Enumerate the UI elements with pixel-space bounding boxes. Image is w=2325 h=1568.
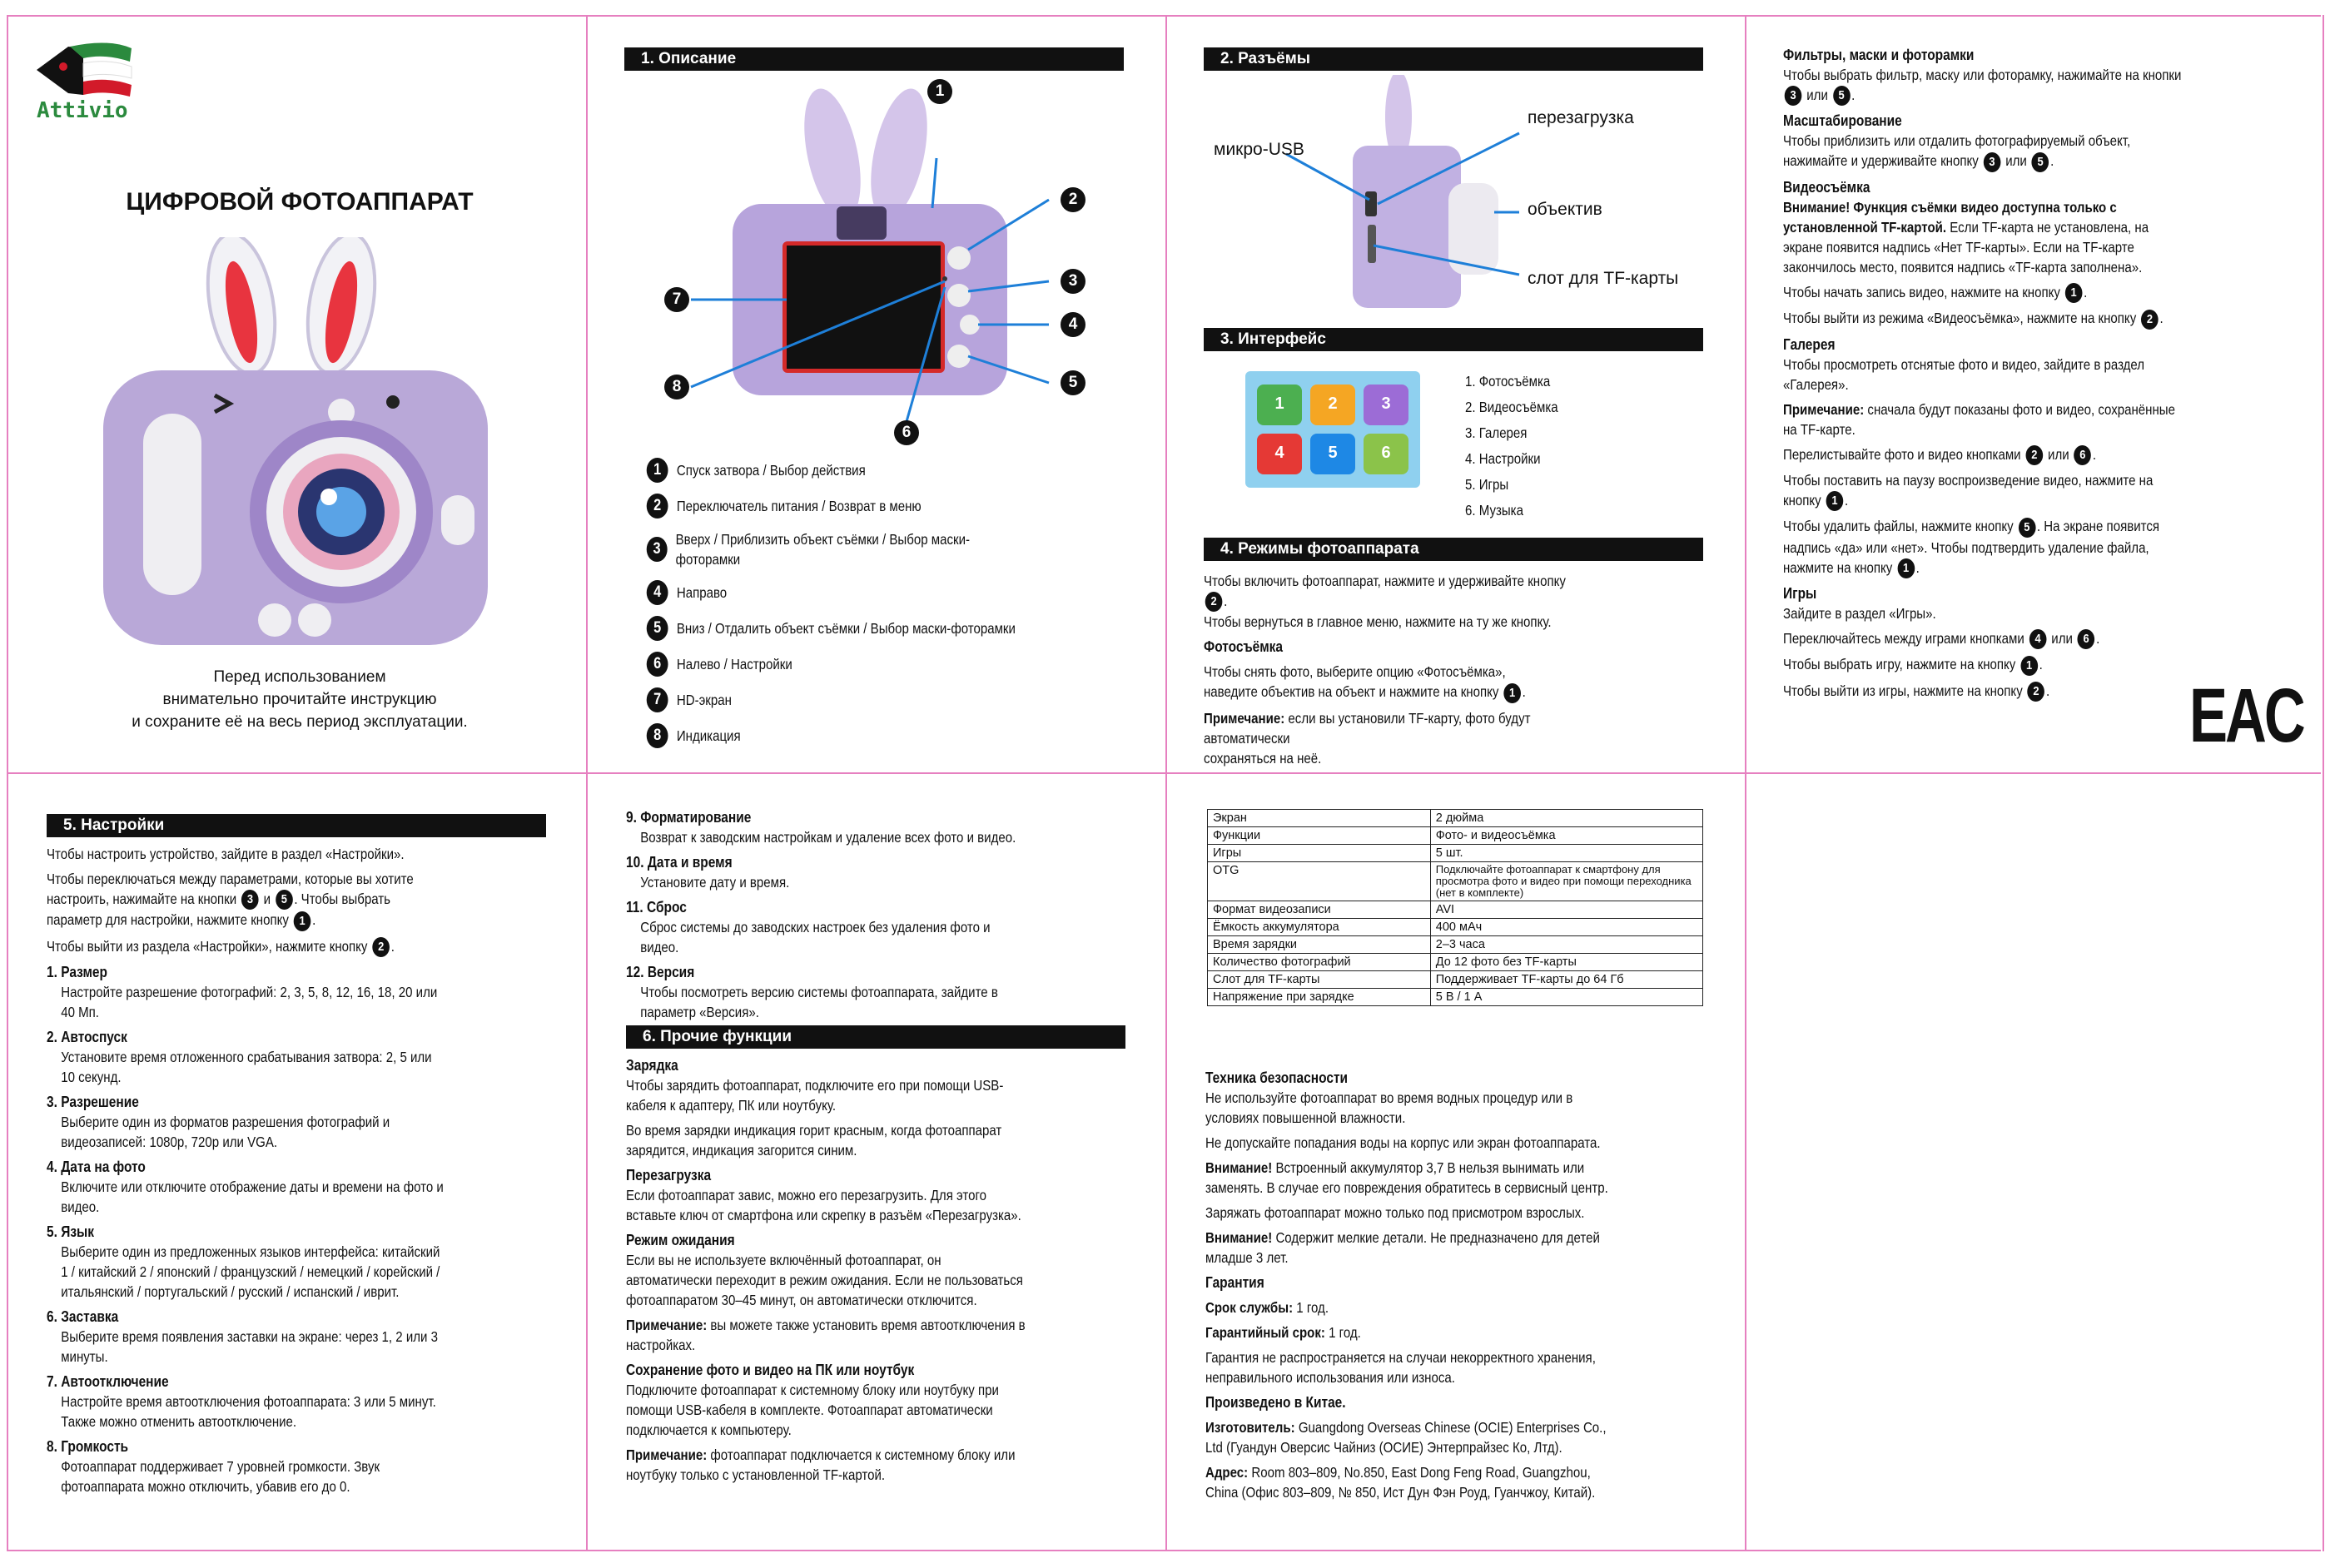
fold-1 (586, 15, 588, 1551)
subheading: Видеосъёмка (1783, 178, 1870, 196)
settings-item-heading: 10. Дата и время (626, 854, 733, 871)
paragraph: Если фотоаппарат завис, можно его перезагрузить. Для этого вставьте ключ от смартфона или скрепку в разъём «Перезагрузка». (626, 1187, 1021, 1223)
cover-note-line: Перед использованием (213, 668, 386, 686)
settings-item-heading: 9. Форматирование (626, 809, 752, 826)
paragraph: Чтобы поставить на паузу воспроизведение видео, нажмите на кнопку 1 . (1783, 470, 2184, 511)
spec-key: OTG (1208, 862, 1431, 901)
paragraph: Чтобы выйти из режима «Видеосъёмка», нажмите на кнопку 2 . (1783, 308, 2184, 329)
paragraph: Перелистывайте фото и видео кнопками 2 или 6 . (1783, 444, 2184, 465)
paragraph: Чтобы удалить файлы, нажмите кнопку 5 . На экране появится надпись «да» или «нет». Чтобы подтвердить удаление файла, нажмите на кнопку 1 . (1783, 516, 2184, 578)
specs-table (1207, 809, 1703, 1006)
note-label: Примечание: (626, 1446, 708, 1463)
text: Чтобы выйти из игры, нажмите на кнопку (1783, 682, 2023, 699)
paragraph: Чтобы просмотреть отснятые фото и видео, зайдите в раздел «Галерея». (1783, 355, 2145, 393)
spec-value: 5 шт. (1430, 845, 1702, 862)
spec-key: Игры (1208, 845, 1431, 862)
text: . Чтобы выбрать параметр для настройки, нажмите кнопку (47, 891, 391, 929)
text: Чтобы выбрать игру, нажмите на кнопку (1783, 656, 2016, 673)
callout-7: 7 (664, 287, 689, 312)
number-badge: 1 (1826, 491, 1844, 511)
settings-item-text: Выберите один из предложенных языков интерфейса: китайский 1 / китайский 2 / японский / французский / немецкий / корейский / итальянский / португальский / русский / испанский / иврит. (61, 1243, 440, 1301)
menu-tile-photo[interactable]: 1 (1257, 385, 1302, 425)
spec-value: Подключайте фотоаппарат к смартфону для просмотра фото и видео при помощи переходника (нет в комплекте) (1430, 862, 1702, 901)
paragraph (626, 1315, 1027, 1355)
list-item-text: Направо (676, 584, 728, 601)
cover-note-line: и сохраните её на весь период эксплуатации. (132, 713, 468, 731)
callout-5: 5 (1061, 370, 1085, 395)
frame-left (7, 15, 8, 1551)
text: Чтобы приблизить или отдалить фотографируемый объект, нажимайте (1783, 132, 2131, 170)
table-row (1208, 954, 1703, 971)
text: или (2051, 630, 2073, 647)
paragraph: Чтобы начать запись видео, нажмите на кнопку 1 . (1783, 282, 2184, 303)
note: сохраняться на неё. (1204, 749, 1322, 767)
subheading: Игры (1783, 585, 1817, 602)
number-badge: 5 (647, 616, 668, 641)
text: вы можете также установить время автоотключения в настройках. (626, 1317, 1026, 1353)
text: или (2048, 445, 2069, 463)
text: Чтобы начать запись видео, нажмите на кнопку (1783, 283, 2060, 300)
cover-title: ЦИФРОВОЙ ФОТОАППАРАТ (126, 188, 474, 216)
table-row (1208, 827, 1703, 845)
cover-note (33, 666, 566, 733)
number-badge: 3 (647, 537, 668, 562)
list-item: 4. Настройки (1465, 450, 1541, 467)
section-2-title: 2. Разъёмы (1204, 47, 1703, 71)
text: или (1806, 87, 1828, 103)
subheading: Техника безопасности (1205, 1069, 1349, 1086)
warning-label: Внимание! (1205, 1159, 1273, 1176)
paragraph: Во время зарядки индикация горит красным, когда фотоаппарат зарядится, индикация загорится синим. (626, 1122, 1002, 1159)
menu-tile-games[interactable]: 5 (1310, 434, 1355, 474)
camera-diagram (658, 75, 1124, 449)
spec-value: 400 мАч (1430, 919, 1702, 936)
section-6-title: 6. Прочие функции (626, 1025, 1125, 1049)
menu-tile-settings[interactable]: 4 (1257, 434, 1302, 474)
spec-key: Слот для TF-карты (1208, 971, 1431, 989)
table-row (1208, 862, 1703, 901)
text: Чтобы поставить на паузу воспроизведение видео, нажмите на кнопку (1783, 471, 2154, 509)
text: наведите объектив на объект и нажмите на кнопку (1204, 683, 1499, 701)
label-lens: объектив (1528, 200, 1602, 219)
list-item: 3. Галерея (1465, 424, 1528, 441)
settings-item-text: Чтобы посмотреть версию системы фотоаппарата, зайдите в параметр «Версия». (640, 984, 998, 1020)
paragraph: Чтобы зарядить фотоаппарат, подключите его при помощи USB-кабеля к адаптеру, ПК или ноутбуку. (626, 1077, 1004, 1114)
subheading: Масштабирование (1783, 112, 1902, 130)
spec-value: Фото- и видеосъёмка (1430, 827, 1702, 845)
list-item: 5. Игры (1465, 476, 1509, 493)
fold-2 (1165, 15, 1167, 1551)
list-item: 6. Музыка (1465, 502, 1523, 519)
number-badge: 6 (2074, 445, 2092, 465)
number-badge: 5 (2019, 518, 2036, 538)
text: Guangdong Overseas Chinese (OCIE) Enterprises Co., Ltd (Гуандун Оверсис Чайниз (ОСИЕ) Энтерпрайзес Ко, Лтд). (1205, 1419, 1607, 1456)
label-slot: слот для TF-карты (1528, 269, 1679, 288)
number-badge: 2 (2141, 310, 2159, 330)
settings-item-text: Фотоаппарат поддерживает 7 уровней громкости. Звук фотоаппарата можно отключить, убавив его до 0. (61, 1458, 380, 1496)
spec-key: Функции (1208, 827, 1431, 845)
paragraph (1205, 1417, 1613, 1457)
section-3-title: 3. Интерфейс (1204, 328, 1703, 351)
number-badge: 6 (647, 652, 668, 677)
number-badge: 4 (647, 580, 668, 605)
spec-value: 2–3 часа (1430, 936, 1702, 954)
frame-right (2323, 15, 2324, 1551)
spec-value: AVI (1430, 901, 1702, 919)
paragraph: Чтобы приблизить или отдалить фотографируемый объект, нажимайте и удерживайте кнопку 3 или 5 . (1783, 131, 2184, 171)
list-item (645, 494, 1017, 519)
callout-2: 2 (1061, 187, 1085, 212)
menu-tile-video[interactable]: 2 (1310, 385, 1355, 425)
cover-note-line: внимательно прочитайте инструкцию (162, 691, 437, 708)
paragraph (1205, 1158, 1613, 1198)
safety-warranty-text (1205, 1068, 1613, 1507)
spec-key: Время зарядки (1208, 936, 1431, 954)
spec-value: Поддерживает TF-карты до 64 Гб (1430, 971, 1702, 989)
number-badge: 3 (1984, 152, 2001, 172)
number-badge: 1 (294, 911, 311, 931)
number-badge: 2 (2028, 682, 2045, 702)
subheading: Сохранение фото и видео на ПК или ноутбук (626, 1362, 915, 1378)
number-badge: 2 (2025, 445, 2043, 465)
paragraph: Если вы не используете включённый фотоаппарат, он автоматически переходит в режим ожидания. Если не пользоваться фотоаппаратом 30–45 минут, он автоматически отключится. (626, 1252, 1023, 1308)
paragraph (1205, 1322, 1613, 1342)
text: Чтобы выйти из режима «Видеосъёмка», нажмите на кнопку (1783, 310, 2137, 327)
paragraph: Чтобы выйти из раздела «Настройки», нажмите кнопку 2 . (47, 936, 448, 957)
paragraph: наведите объектив на объект и нажмите на кнопку 1 . (1204, 682, 1576, 702)
settings-item-heading: 8. Громкость (47, 1438, 129, 1456)
list-item (645, 529, 1017, 569)
paragraph: Зайдите в раздел «Игры». (1783, 605, 1936, 622)
label: Изготовитель: (1205, 1419, 1295, 1436)
number-badge: 5 (1833, 86, 1851, 106)
paragraph (626, 1445, 1027, 1485)
callout-4: 4 (1061, 312, 1085, 337)
frame-bottom (7, 1550, 2321, 1551)
settings-item-heading: 11. Сброс (626, 899, 687, 915)
number-badge: 2 (647, 494, 668, 519)
eac-mark: EAC (2189, 673, 2303, 758)
paragraph: Переключайтесь между играми кнопками 4 или 6 . (1783, 628, 2184, 649)
brand-name: Attivio (37, 98, 128, 123)
settings-item-heading: 3. Разрешение (47, 1094, 139, 1111)
section-4-title: 4. Режимы фотоаппарата (1204, 538, 1703, 561)
interface-list (1465, 369, 1637, 523)
number-badge: 2 (1205, 592, 1223, 612)
paragraph: Чтобы включить фотоаппарат, нажмите и удерживайте кнопку 2 . (1204, 571, 1576, 612)
settings-item-text: Настройте время автоотключения фотоаппарата: 3 или 5 минут. Также можно отменить автоотключение. (61, 1393, 436, 1431)
spec-key: Формат видеозаписи (1208, 901, 1431, 919)
list-item-text: Переключатель питания / Возврат в меню (676, 498, 922, 514)
note-label: Примечание: (1783, 400, 1865, 418)
made-in: Произведено в Китае. (1205, 1394, 1346, 1411)
number-badge: 4 (2029, 629, 2047, 649)
text: Чтобы включить фотоаппарат, нажмите и удерживайте кнопку (1204, 573, 1566, 589)
settings-item-text: Выберите время появления заставки на экране: через 1, 2 или 3 минуты. (61, 1328, 438, 1366)
text: Если TF-карта не установлена, на экране появится надпись «Нет TF-карты». Если на TF-карте закончилось место, появится надпись «TF-карта заполнена». (1783, 218, 2149, 275)
menu-tile-gallery[interactable]: 3 (1364, 385, 1408, 425)
text: 1 год. (1296, 1299, 1329, 1316)
number-badge: 1 (2020, 656, 2038, 676)
spec-value: До 12 фото без TF-карты (1430, 954, 1702, 971)
cover-camera-image (100, 237, 491, 653)
warning: Внимание! Функция съёмки видео доступна только с установленной TF-картой. (1783, 198, 2117, 236)
other-functions-text (626, 1055, 1027, 1490)
paragraph: Не допускайте попадания воды на корпус или экран фотоаппарата. (1205, 1134, 1601, 1151)
number-badge: 5 (2032, 152, 2049, 172)
list-item-text: HD-экран (676, 692, 732, 708)
note-label: Примечание: (626, 1317, 708, 1333)
paragraph: Чтобы снять фото, выберите опцию «Фотосъёмка», (1204, 663, 1506, 681)
list-item-text: Вверх / Приблизить объект съёмки / Выбор маски-фоторамки (675, 531, 970, 568)
number-badge: 7 (647, 687, 668, 712)
note-label: Примечание: (1204, 709, 1285, 727)
number-badge: 1 (2065, 283, 2083, 303)
section-5-title: 5. Настройки (47, 814, 546, 837)
frame-middle (7, 772, 2321, 774)
list-item (645, 652, 1017, 677)
settings-item-text: Установите дату и время. (640, 874, 790, 891)
settings-item-heading: 7. Автоотключение (47, 1373, 169, 1391)
label-reboot: перезагрузка (1528, 108, 1634, 127)
paragraph: Подключите фотоаппарат к системному блоку или ноутбуку при помощи USB-кабеля в комплекте. Фотоаппарат автоматически подключается к компьютеру. (626, 1382, 999, 1438)
table-row (1208, 901, 1703, 919)
list-item (645, 580, 1017, 605)
interface-screen (1245, 371, 1420, 488)
paragraph: Чтобы выйти из игры, нажмите на кнопку 2 . (1783, 681, 2184, 702)
subheading: Режим ожидания (626, 1232, 735, 1248)
settings-item-text: Установите время отложенного срабатывания затвора: 2, 5 или 10 секунд. (61, 1049, 432, 1086)
table-row (1208, 919, 1703, 936)
number-badge: 2 (372, 937, 390, 957)
paragraph (1783, 197, 2184, 277)
settings-item-text: Включите или отключите отображение даты и времени на фото и видео. (61, 1178, 444, 1216)
table-row (1208, 971, 1703, 989)
section-1-title: 1. Описание (624, 47, 1124, 71)
list-item-text: Налево / Настройки (676, 656, 792, 672)
paragraph (1783, 399, 2184, 439)
number-badge: 3 (1785, 86, 1802, 106)
bunny-camera-icon (100, 237, 491, 653)
frame-top (7, 15, 2321, 17)
label: Гарантийный срок: (1205, 1324, 1325, 1341)
settings-item-text: Сброс системы до заводских настроек без удаления фото и видео. (640, 919, 991, 955)
text: Переключайтесь между играми кнопками (1783, 630, 2024, 647)
text: Встроенный аккумулятор 3,7 В нельзя вынимать или заменять. В случае его повреждения обратитесь в сервисный центр. (1205, 1159, 1608, 1196)
table-row (1208, 989, 1703, 1006)
number-badge: 1 (1503, 683, 1521, 703)
text: . На экране появится надпись «да» или «нет». Чтобы подтвердить удаление файла, нажмите на кнопку (1783, 518, 2160, 576)
settings-item-heading: 12. Версия (626, 964, 695, 980)
subheading: Зарядка (626, 1057, 678, 1074)
subheading: Галерея (1783, 335, 1836, 353)
text: фотоаппарат подключается к системному блоку или ноутбуку только с установленной TF-картой. (626, 1446, 1016, 1483)
paragraph (1205, 1462, 1613, 1502)
subheading: Фильтры, маски и фоторамки (1783, 47, 1975, 63)
list-item (645, 687, 1017, 712)
label: Адрес: (1205, 1464, 1249, 1481)
spec-key: Количество фотографий (1208, 954, 1431, 971)
text: или (2005, 152, 2027, 170)
paragraph: Гарантия не распространяется на случаи некорректного хранения, неправильного использования или износа. (1205, 1349, 1596, 1386)
settings-item-text: Настройте разрешение фотографий: 2, 3, 5, 8, 12, 16, 18, 20 или 40 Мп. (61, 984, 438, 1021)
list-item: 2. Видеосъёмка (1465, 399, 1558, 415)
spec-key: Ёмкость аккумулятора (1208, 919, 1431, 936)
text: 1 год. (1329, 1324, 1361, 1341)
paragraph: Заряжать фотоаппарат можно только под присмотром взрослых. (1205, 1204, 1585, 1221)
settings-item-text: Возврат к заводским настройкам и удаление всех фото и видео. (640, 829, 1016, 846)
paragraph: Чтобы выбрать игру, нажмите на кнопку 1 . (1783, 654, 2184, 675)
settings-item-heading: 6. Заставка (47, 1308, 119, 1326)
number-badge: 6 (2078, 629, 2095, 649)
settings-item-heading: 5. Язык (47, 1223, 95, 1241)
text: Чтобы удалить файлы, нажмите кнопку (1783, 518, 2014, 535)
text: и удерживайте кнопку (1851, 152, 1979, 170)
text: Перелистывайте фото и видео кнопками (1783, 445, 2021, 463)
number-badge: 8 (647, 723, 668, 748)
connectors-diagram (1199, 75, 1715, 325)
number-badge: 1 (1897, 558, 1915, 578)
callout-6: 6 (894, 420, 919, 445)
description-list (645, 458, 1017, 759)
text: Содержит мелкие детали. Не предназначено для детей младше 3 лет. (1205, 1229, 1600, 1266)
text: Чтобы выбрать фильтр, маску или фоторамку, нажимайте на кнопки (1783, 67, 2182, 83)
subheading: Перезагрузка (626, 1167, 712, 1183)
fold-3 (1745, 15, 1746, 1551)
text: и (263, 891, 271, 907)
paragraph: Не используйте фотоаппарат во время водных процедур или в условиях повышенной влажности. (1205, 1089, 1573, 1126)
settings-item-heading: 4. Дата на фото (47, 1159, 146, 1176)
list-item (645, 723, 1017, 748)
paragraph (1205, 1298, 1613, 1317)
menu-tile-music[interactable]: 6 (1364, 434, 1408, 474)
list-item: 1. Фотосъёмка (1465, 373, 1551, 390)
callout-1: 1 (927, 79, 952, 104)
spec-key: Экран (1208, 810, 1431, 827)
functions-text (1783, 45, 2184, 707)
table-row (1208, 936, 1703, 954)
label-usb: микро-USB (1214, 140, 1304, 159)
table-row (1208, 810, 1703, 827)
number-badge: 1 (647, 458, 668, 483)
paragraph: Чтобы вернуться в главное меню, нажмите на ту же кнопку. (1204, 613, 1552, 631)
list-item (645, 616, 1017, 641)
spec-value: 2 дюйма (1430, 810, 1702, 827)
number-badge: 3 (241, 890, 259, 910)
list-item-text: Спуск затвора / Выбор действия (676, 462, 866, 479)
note (1204, 708, 1576, 748)
spec-value: 5 В / 1 А (1430, 989, 1702, 1006)
paragraph: Чтобы выбрать фильтр, маску или фоторамку, нажимайте на кнопки 3 или 5 . (1783, 65, 2184, 106)
label: Срок службы: (1205, 1299, 1294, 1316)
subheading: Гарантия (1205, 1274, 1264, 1291)
modes-text (1204, 571, 1576, 768)
subheading: Фотосъёмка (1204, 638, 1284, 656)
text: сначала будут показаны фото и видео, сохранённые на TF-карте. (1783, 400, 2175, 438)
settings-cont-text (626, 807, 1027, 1027)
settings-item-text: Выберите один из форматов разрешения фотографий и видеозаписей: 1080p, 720p или VGA. (61, 1114, 390, 1151)
warning-label: Внимание! (1205, 1229, 1273, 1246)
settings-text (47, 844, 448, 1501)
camera-front-diagram-icon (658, 75, 1124, 449)
spec-key: Напряжение при зарядке (1208, 989, 1431, 1006)
paragraph: Чтобы переключаться между параметрами, которые вы хотите настроить, нажимайте на кнопки 3 и 5 . Чтобы выбрать параметр для настройки, нажмите кнопку 1 . (47, 869, 448, 931)
text: Room 803–809, No.850, East Dong Feng Road, Guangzhou, China (Офис 803–809, № 850, Ист Дун Фэн Роуд, Гуанчжоу, Китай). (1205, 1464, 1596, 1501)
callout-3: 3 (1061, 269, 1085, 294)
list-item (645, 458, 1017, 483)
settings-item-heading: 1. Размер (47, 964, 107, 981)
callout-8: 8 (664, 375, 689, 399)
text: Чтобы выйти из раздела «Настройки», нажмите кнопку (47, 937, 368, 955)
table-row (1208, 845, 1703, 862)
specs-table-wrap (1207, 809, 1703, 1006)
text: Чтобы переключаться между параметрами, которые вы хотите настроить, нажимайте на кнопки (47, 871, 414, 907)
settings-item-heading: 2. Автоспуск (47, 1029, 127, 1046)
list-item-text: Индикация (676, 727, 741, 744)
text: если вы установили TF-карту, фото будут автоматически (1204, 709, 1531, 747)
number-badge: 5 (276, 890, 293, 910)
list-item-text: Вниз / Отдалить объект съёмки / Выбор маски-фоторамки (676, 620, 1016, 637)
paragraph (1205, 1228, 1613, 1268)
paragraph: Чтобы настроить устройство, зайдите в раздел «Настройки». (47, 846, 405, 862)
